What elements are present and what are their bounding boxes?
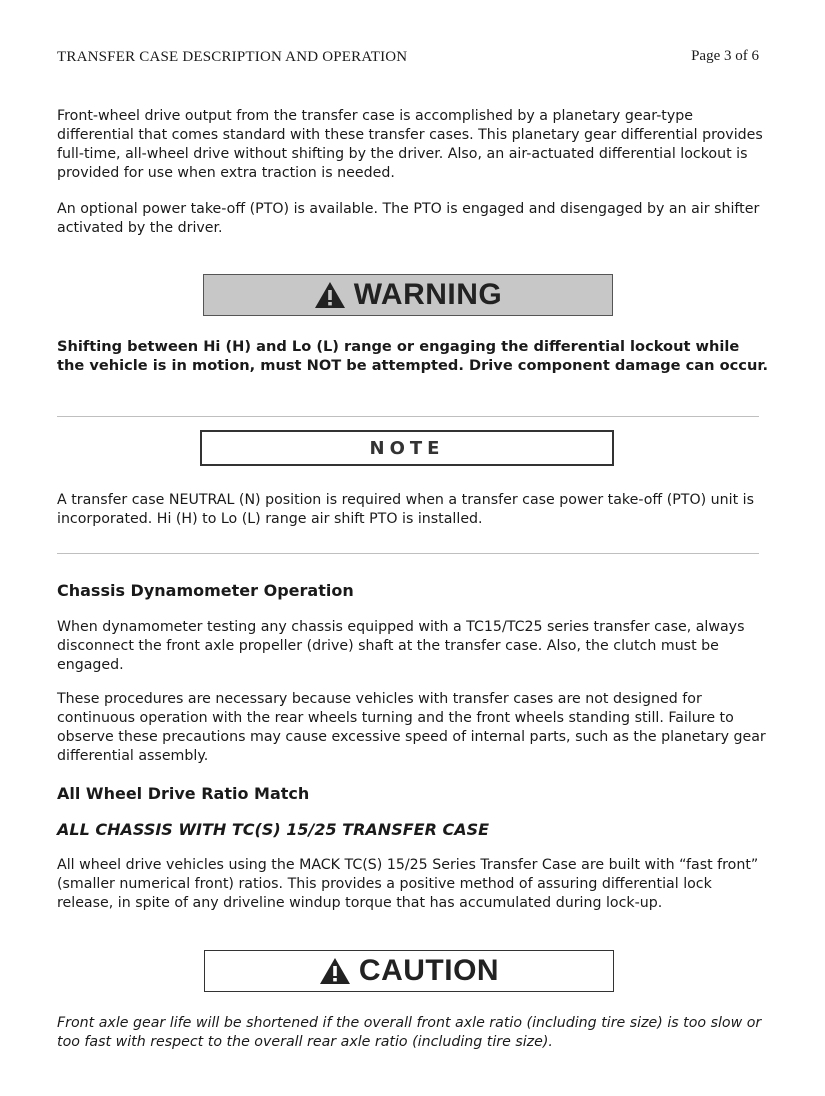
divider-top xyxy=(57,416,759,417)
intro-paragraph-2: An optional power take-off (PTO) is available. The PTO is engaged and disengaged by an air shifter activated by the driver. xyxy=(57,201,760,236)
warning-banner xyxy=(203,274,613,316)
dyno-paragraph-1: When dynamometer testing any chassis equipped with a TC15/TC25 series transfer case, always disconnect the front axle propeller (drive) shaft at the transfer case. Also, the clutch must be engaged. xyxy=(57,619,745,673)
warning-triangle-icon xyxy=(314,281,346,309)
header-title: TRANSFER CASE DESCRIPTION AND OPERATION xyxy=(57,49,408,65)
caution-banner xyxy=(204,950,614,992)
page-number: Page 3 of 6 xyxy=(691,48,759,64)
note-text: A transfer case NEUTRAL (N) position is required when a transfer case power take-off (PTO) unit is incorporated. Hi (H) to Lo (L) range air shift PTO is installed. xyxy=(57,492,755,527)
note-banner xyxy=(200,430,614,466)
warning-label: WARNING xyxy=(353,278,503,311)
ratio-paragraph: All wheel drive vehicles using the MACK TC(S) 15/25 Series Transfer Case are built with “fast front” (smaller numerical front) ratios. This provides a positive method of assuring differential lock release, in spite of any driveline windup torque that has accumulated during lock-up. xyxy=(57,857,759,911)
caution-triangle-icon xyxy=(319,957,351,985)
intro-paragraph-1: Front-wheel drive output from the transfer case is accomplished by a planetary gear-type differential that comes standard with these transfer cases. This planetary gear differential provides full-time, all-wheel drive without shifting by the driver. Also, an air-actuated differential lockout is provided for use when extra traction is needed. xyxy=(57,108,763,181)
divider-bottom xyxy=(57,553,759,554)
warning-text: Shifting between Hi (H) and Lo (L) range or engaging the differential lockout while the vehicle is in motion, must NOT be attempted. Drive component damage can occur. xyxy=(57,338,769,374)
caution-text: Front axle gear life will be shortened if the overall front axle ratio (including tire size) is too slow or too fast with respect to the overall rear axle ratio (including tire size). xyxy=(57,1015,762,1050)
ratio-subheading: ALL CHASSIS WITH TC(S) 15/25 TRANSFER CASE xyxy=(57,820,490,839)
caution-label: CAUTION xyxy=(358,954,500,987)
note-label: NOTE xyxy=(369,437,445,459)
dyno-paragraph-2: These procedures are necessary because vehicles with transfer cases are not designed for continuous operation with the rear wheels turning and the front wheels standing still. Failure to observe these precautions may cause excessive speed of internal parts, such as the planetary gear differential assembly. xyxy=(57,691,766,764)
ratio-heading: All Wheel Drive Ratio Match xyxy=(57,784,310,803)
dyno-heading: Chassis Dynamometer Operation xyxy=(57,581,354,600)
